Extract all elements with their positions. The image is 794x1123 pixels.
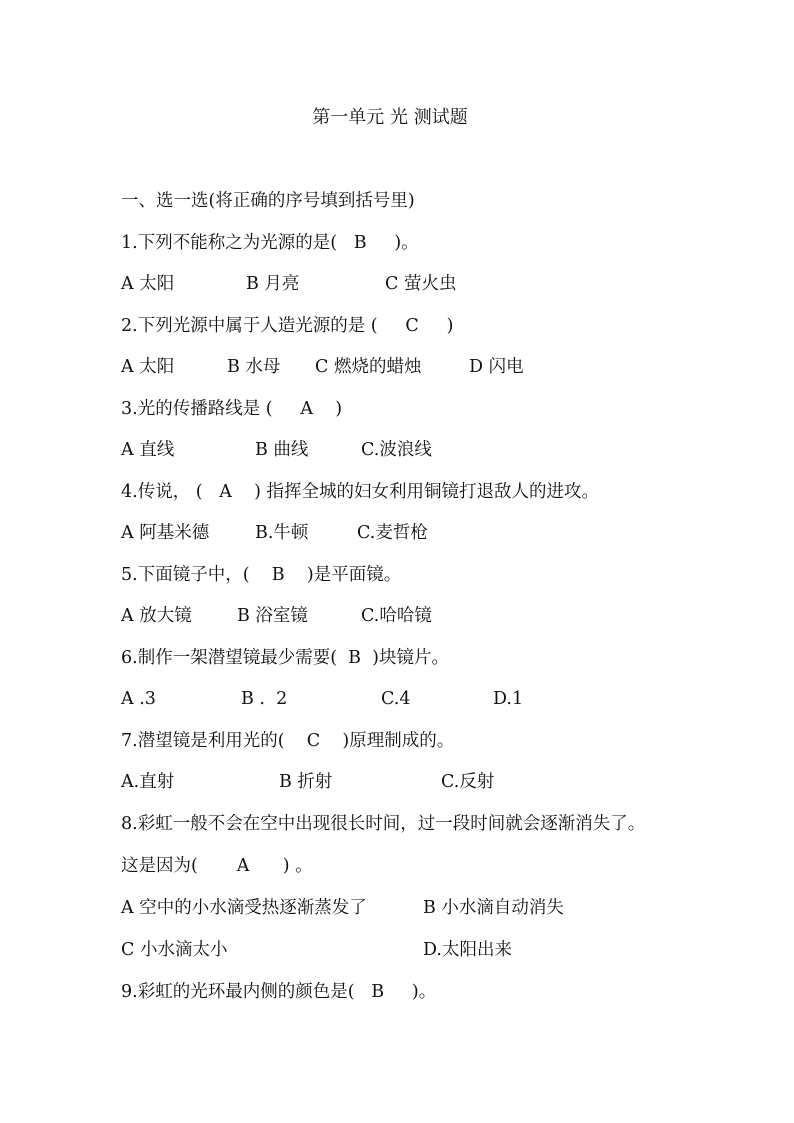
option-a: A .3 [121, 689, 156, 709]
question-3-options [121, 438, 721, 462]
option-b: B . 2 [241, 689, 288, 709]
question-6-options [121, 687, 721, 711]
option-b: B 浴室镜 [237, 606, 308, 626]
question-8-options-row-1 [121, 896, 721, 920]
option-a: A 放大镜 [121, 606, 192, 626]
question-8: 8.彩虹一般不会在空中出现很长时间，过一段时间就会逐渐消失了。 [121, 814, 646, 834]
option-c: C.麦哲枪 [357, 523, 428, 543]
question-4-options [121, 521, 721, 545]
option-b: B 折射 [279, 772, 333, 792]
option-c: C.4 [381, 689, 411, 709]
question-4: 4.传说， ( A ) 指挥全城的妇女利用铜镜打退敌人的进攻。 [121, 482, 600, 502]
option-d: D.1 [493, 689, 524, 709]
option-b: B.牛顿 [255, 523, 309, 543]
question-1-options [121, 272, 721, 296]
option-a: A 太阳 [121, 274, 175, 294]
option-d: D.太阳出来 [423, 940, 512, 960]
option-a: A 太阳 [121, 357, 175, 377]
section-heading: 一、选一选(将正确的序号填到括号里) [121, 191, 415, 211]
option-c: C 燃烧的蜡烛 [315, 357, 422, 377]
option-a: A 空中的小水滴受热逐渐蒸发了 [121, 898, 367, 918]
question-2-options [121, 355, 721, 379]
question-8-options-row-2 [121, 938, 721, 962]
option-a: A 阿基米德 [121, 523, 210, 543]
question-9: 9.彩虹的光环最内侧的颜色是( B )。 [121, 982, 437, 1002]
option-b: B 水母 [227, 357, 281, 377]
question-7: 7.潜望镜是利用光的( C )原理制成的。 [121, 731, 455, 751]
option-c: C.哈哈镜 [361, 606, 432, 626]
page-title: 第一单元 光 测试题 [312, 107, 468, 128]
option-b: B 小水滴自动消失 [423, 898, 564, 918]
question-5-options [121, 604, 721, 628]
option-d: D 闪电 [469, 357, 524, 377]
option-c: C 小水滴太小 [121, 940, 228, 960]
option-c: C.波浪线 [361, 440, 432, 460]
question-6: 6.制作一架潜望镜最少需要( B )块镜片。 [121, 648, 449, 668]
option-c: C 萤火虫 [385, 274, 457, 294]
option-c: C.反射 [441, 772, 495, 792]
question-3: 3.光的传播路线是 ( A ) [121, 399, 343, 419]
question-7-options [121, 770, 721, 794]
question-2: 2.下列光源中属于人造光源的是 ( C ) [121, 316, 454, 336]
question-8-continued: 这是因为( A ) 。 [121, 856, 313, 876]
option-a: A 直线 [121, 440, 175, 460]
question-5: 5.下面镜子中，( B )是平面镜。 [121, 565, 402, 585]
option-b: B 曲线 [255, 440, 309, 460]
question-1: 1.下列不能称之为光源的是( B )。 [121, 233, 419, 253]
option-b: B 月亮 [246, 274, 300, 294]
option-a: A.直射 [121, 772, 175, 792]
